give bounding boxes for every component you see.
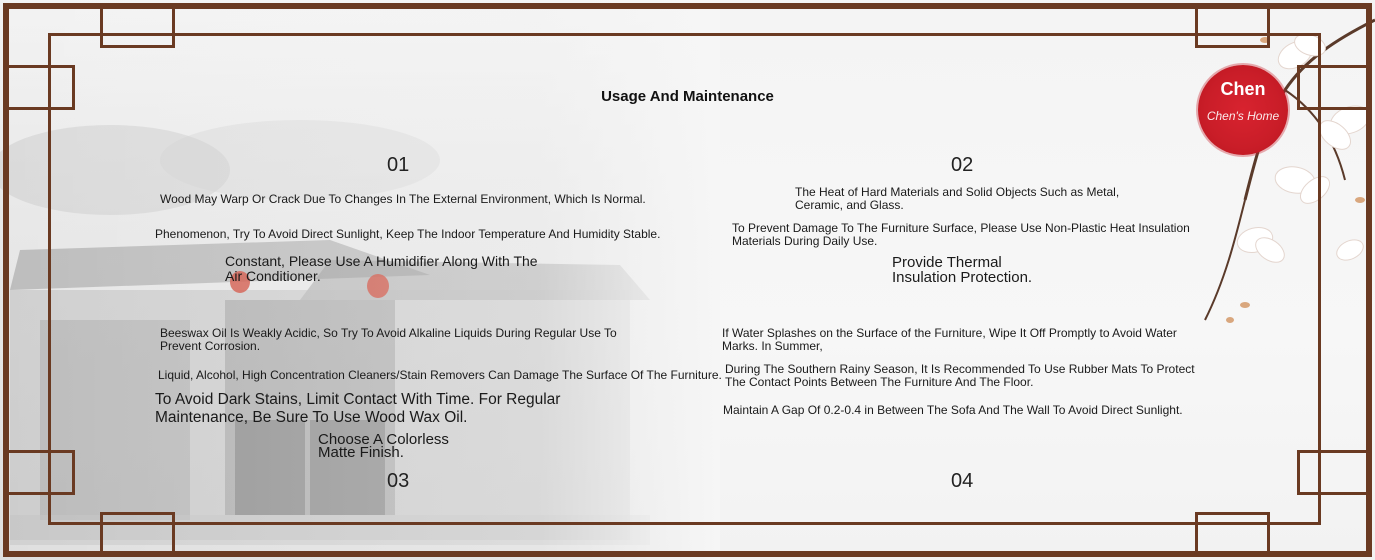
corner-ornament-top-right <box>1195 3 1270 48</box>
section-01-line-4: Air Conditioner. <box>225 268 321 284</box>
section-04-line-4: The Contact Points Between The Furniture And The Floor. <box>725 375 1034 389</box>
section-03-line-6: Choose A Colorless <box>318 431 449 448</box>
section-03-line-5: Maintenance, Be Sure To Use Wood Wax Oil. <box>155 409 468 426</box>
section-number-01: 01 <box>387 154 410 176</box>
corner-ornament-bottom-left-2 <box>100 512 175 557</box>
frame-line-top <box>48 33 1320 36</box>
section-03-line-2: Prevent Corrosion. <box>160 339 261 353</box>
section-01-line-3: Constant, Please Use A Humidifier Along With The <box>225 253 538 269</box>
section-number-02: 02 <box>951 154 974 176</box>
stamp-subtitle: Chen's Home <box>1206 109 1280 123</box>
section-01-line-2: Phenomenon, Try To Avoid Direct Sunlight, Keep The Indoor Temperature And Humidity Stable. <box>155 227 661 241</box>
corner-ornament-bottom-right <box>1297 450 1372 495</box>
section-number-03: 03 <box>387 470 410 492</box>
section-04-line-2: Marks. In Summer, <box>722 339 823 353</box>
outer-frame <box>3 3 1372 557</box>
stamp-name: Chen <box>1220 79 1266 99</box>
section-03-line-7: Matte Finish. <box>318 444 404 461</box>
corner-ornament-top-left <box>100 3 175 48</box>
section-04-line-5: Maintain A Gap Of 0.2-0.4 in Between The Sofa And The Wall To Avoid Direct Sunlight. <box>723 403 1183 417</box>
section-03-line-3: Liquid, Alcohol, High Concentration Cleaners/Stain Removers Can Damage The Surface Of The Furniture. <box>158 368 722 382</box>
page-title: Usage And Maintenance <box>601 88 774 105</box>
corner-ornament-bottom-left <box>3 450 75 495</box>
section-number-04: 04 <box>951 470 974 492</box>
section-02-line-2: Ceramic, and Glass. <box>795 198 904 212</box>
section-04-line-1: If Water Splashes on the Surface of the Furniture, Wipe It Off Promptly to Avoid Water <box>722 326 1177 340</box>
section-03-line-4: To Avoid Dark Stains, Limit Contact With Time. For Regular <box>155 391 561 408</box>
section-02-line-1: The Heat of Hard Materials and Solid Objects Such as Metal, <box>795 185 1120 199</box>
section-04-line-3: During The Southern Rainy Season, It Is Recommended To Use Rubber Mats To Protect <box>725 362 1195 376</box>
corner-ornament-bottom-right-2 <box>1195 512 1270 557</box>
frame-line-bottom <box>48 522 1320 525</box>
section-03-line-1: Beeswax Oil Is Weakly Acidic, So Try To Avoid Alkaline Liquids During Regular Use To <box>160 326 617 340</box>
section-01-line-1: Wood May Warp Or Crack Due To Changes In The External Environment, Which Is Normal. <box>160 192 646 206</box>
section-02-line-4: Materials During Daily Use. <box>732 234 878 248</box>
section-02-line-5: Provide Thermal <box>892 254 1002 271</box>
brand-stamp <box>1198 65 1288 155</box>
section-02-line-3: To Prevent Damage To The Furniture Surface, Please Use Non-Plastic Heat Insulation <box>732 221 1190 235</box>
section-02-line-6: Insulation Protection. <box>892 269 1033 286</box>
